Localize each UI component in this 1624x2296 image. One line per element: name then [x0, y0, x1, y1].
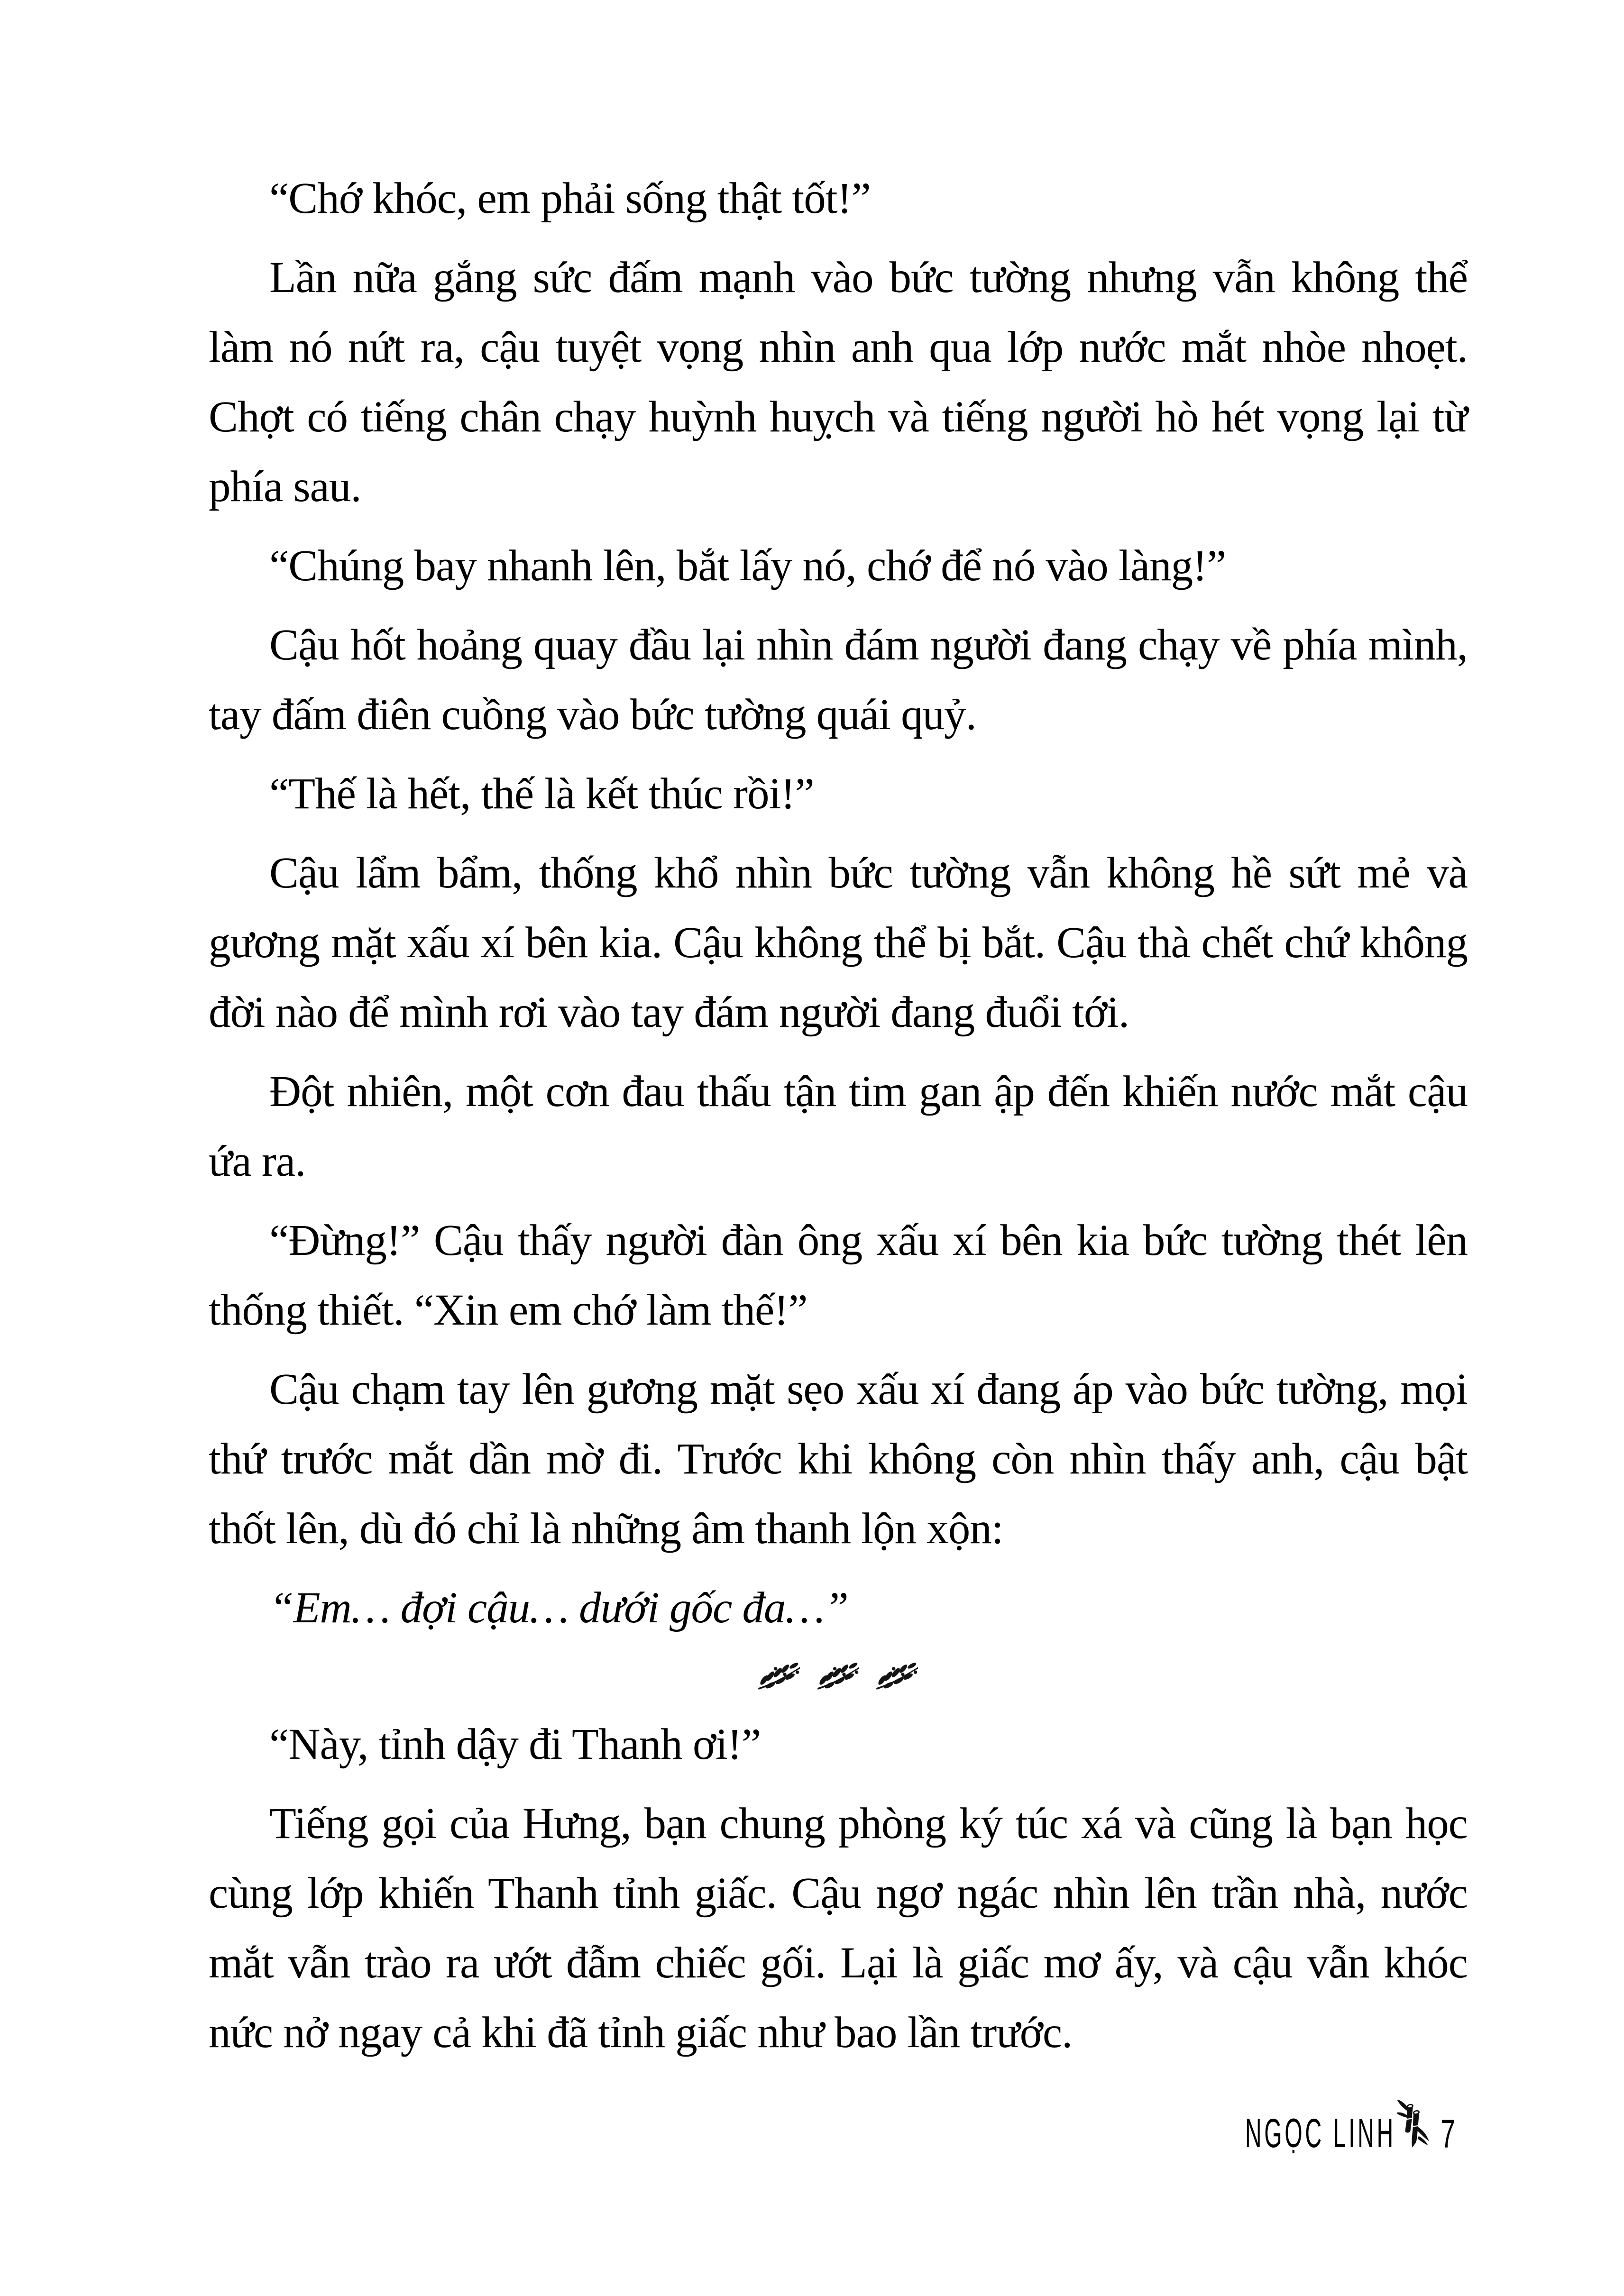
paragraph: “Thế là hết, thế là kết thúc rồi!” [269, 769, 814, 818]
bamboo-icon [1397, 2100, 1430, 2154]
paragraph: “Này, tỉnh dậy đi Thanh ơi!” [269, 1720, 761, 1769]
paragraph: Cậu hốt hoảng quay đầu lại nhìn đám người đang chạy về phía mình, tay đấm điên cuồng vào bức tường quái quỷ. [209, 621, 1468, 739]
paragraph: Tiếng gọi của Hưng, bạn chung phòng ký túc xá và cũng là bạn học cùng lớp khiến Thanh tỉnh giấc. Cậu ngơ ngác nhìn lên trần nhà, nước mắt vẫn trào ra ướt đẫm chiếc gối. Lại là giấc mơ ấy, và cậu vẫn khóc nức nở ngay cả khi đã tỉnh giấc như bao lần trước. [209, 1799, 1468, 2057]
paragraph: Cậu chạm tay lên gương mặt sẹo xấu xí đang áp vào bức tường, mọi thứ trước mắt dần mờ đi. Trước khi không còn nhìn thấy anh, cậu bật thốt lên, dù đó chỉ là những âm thanh lộn xộn: [209, 1365, 1468, 1553]
leaf-sprig-icon [817, 1663, 860, 1690]
author-name: NGỌC LINH [1245, 2111, 1396, 2156]
paragraph: Lần nữa gắng sức đấm mạnh vào bức tường nhưng vẫn không thể làm nó nứt ra, cậu tuyệt vọng nhìn anh qua lớp nước mắt nhòe nhoẹt. Chợt có tiếng chân chạy huỳnh huỵch và tiếng người hò hét vọng lại từ phía sau. [209, 253, 1468, 511]
paragraph: “Chớ khóc, em phải sống thật tốt!” [269, 174, 871, 223]
paragraph: Đột nhiên, một cơn đau thấu tận tim gan ập đến khiến nước mắt cậu ứa ra. [209, 1067, 1468, 1186]
leaf-sprig-icon [757, 1663, 801, 1690]
page-body [209, 164, 1468, 2077]
paragraph: Cậu lẩm bẩm, thống khổ nhìn bức tường vẫn không hề sứt mẻ và gương mặt xấu xí bên kia. Cậu không thể bị bắt. Cậu thà chết chứ không đời nào để mình rơi vào tay đám người đang đuổi tới. [209, 849, 1468, 1037]
paragraph: “Đừng!” Cậu thấy người đàn ông xấu xí bên kia bức tường thét lên thống thiết. “Xin em chớ làm thế!” [209, 1216, 1468, 1335]
page-footer [1127, 2100, 1463, 2154]
leaf-sprig-icon [875, 1663, 919, 1690]
page-number: 7 [1440, 2112, 1456, 2156]
paragraph-dream-speech: “Em… đợi cậu… dưới gốc đa…” [269, 1583, 848, 1632]
section-divider [209, 1663, 1468, 1690]
paragraph: “Chúng bay nhanh lên, bắt lấy nó, chớ để nó vào làng!” [269, 541, 1226, 590]
